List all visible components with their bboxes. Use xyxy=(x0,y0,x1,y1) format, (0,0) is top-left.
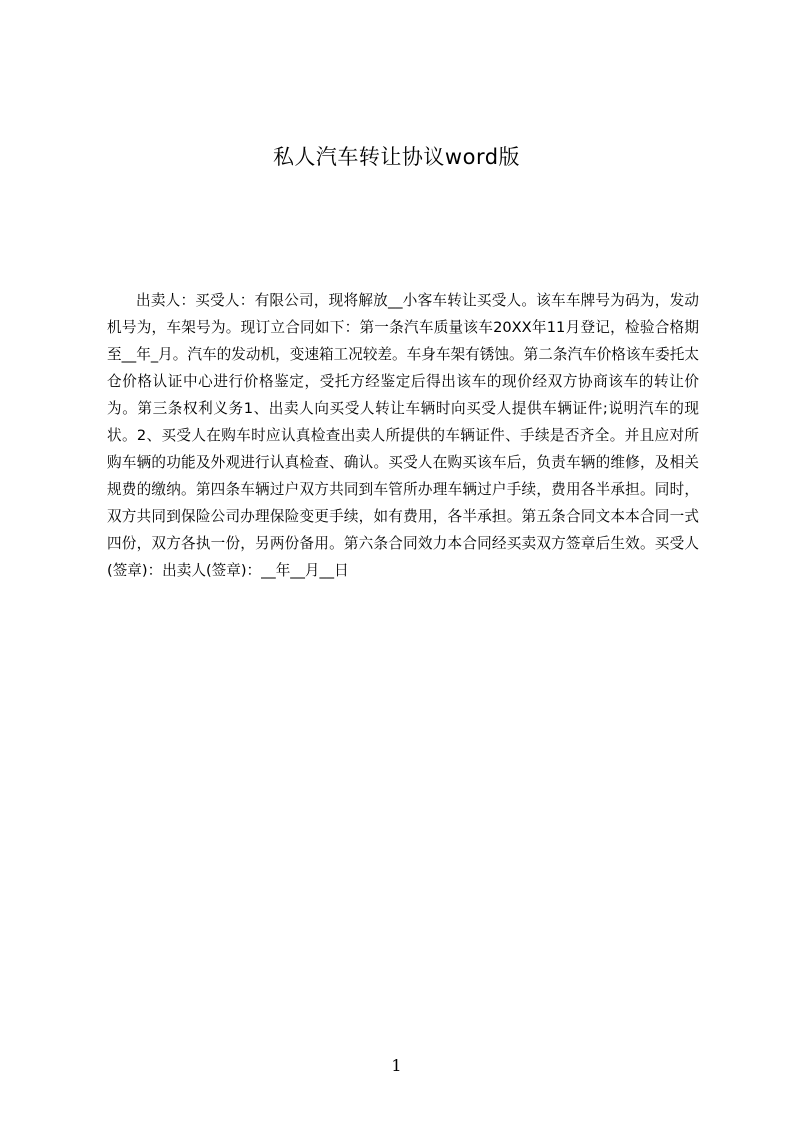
document-body-paragraph: 出卖人：买受人：有限公司，现将解放__小客车转让买受人。该车车牌号为码为，发动机号为，车架号为。现订立合同如下：第一条汽车质量该车20XX年11月登记，检验合格期至__年_月。汽车的发动机，变速箱工况较差。车身车架有锈蚀。第二条汽车价格该车委托太仓价格认证中心进行价格鉴定，受托方经鉴定后得出该车的现价经双方协商该车的转让价为。第三条权利义务1、出卖人向买受人转让车辆时向买受人提供车辆证件;说明汽车的现状。2、买受人在购车时应认真检查出卖人所提供的车辆证件、手续是否齐全。并且应对所购车辆的功能及外观进行认真检查、确认。买受人在购买该车后，负责车辆的维修，及相关规费的缴纳。第四条车辆过户双方共同到车管所办理车辆过户手续，费用各半承担。同时，双方共同到保险公司办理保险变更手续，如有费用，各半承担。第五条合同文本本合同一式四份，双方各执一份，另两份备用。第六条合同效力本合同经买卖双方签章后生效。买受人(签章)：出卖人(签章)：__年__月__日 xyxy=(107,292,699,579)
page-number: 1 xyxy=(391,1056,402,1075)
document-title: 私人汽车转让协议word版 xyxy=(272,145,521,169)
